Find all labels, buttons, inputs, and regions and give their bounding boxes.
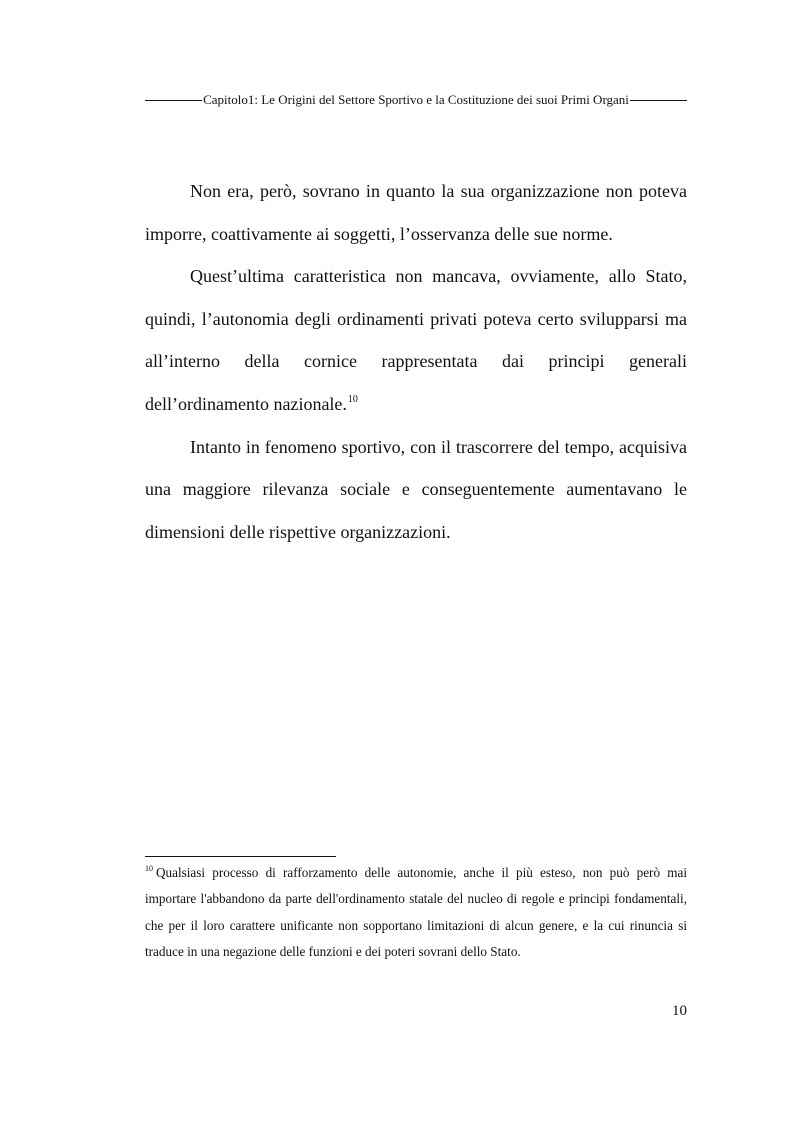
body-text [145,170,687,553]
header-title: Capitolo1: Le Origini del Settore Sportivo e la Costituzione dei suoi Primi Organi [203,92,629,107]
footnote-reference[interactable]: 10 [347,393,358,405]
running-header [145,92,687,108]
paragraph-2 [145,255,687,425]
page-number: 10 [672,1003,687,1019]
footnote-number: 10 [145,864,153,873]
header-rule-left [145,100,202,101]
paragraph-1: Non era, però, sovrano in quanto la sua organizzazione non poteva imporre, coattivamente ai soggetti, l’osservanza delle sue norme. [145,181,687,244]
header-rule-right [630,100,687,101]
paragraph-2-text: Quest’ultima caratteristica non mancava, ovviamente, allo Stato, quindi, l’autonomia degli ordinamenti privati poteva certo svilupparsi ma all’interno della cornice rappresentata dai principi generali dell’ordinamento nazionale. [145,266,687,414]
footnote-separator [145,856,336,857]
paragraph-3: Intanto in fenomeno sportivo, con il trascorrere del tempo, acquisiva una maggiore rilevanza sociale e conseguentemente aumentavano le dimensioni delle rispettive organizzazioni. [145,436,687,542]
footnote-text: Qualsiasi processo di rafforzamento delle autonomie, anche il più esteso, non può però mai importare l'abbandono da parte dell'ordinamento statale del nucleo di regole e principi fondamentali, che per il loro carattere unificante non sopportano limitazioni di alcun genere, e la cui rinuncia si traduce in una negazione delle funzioni e dei poteri sovrani dello Stato. [145,865,687,959]
footnote [145,860,687,965]
